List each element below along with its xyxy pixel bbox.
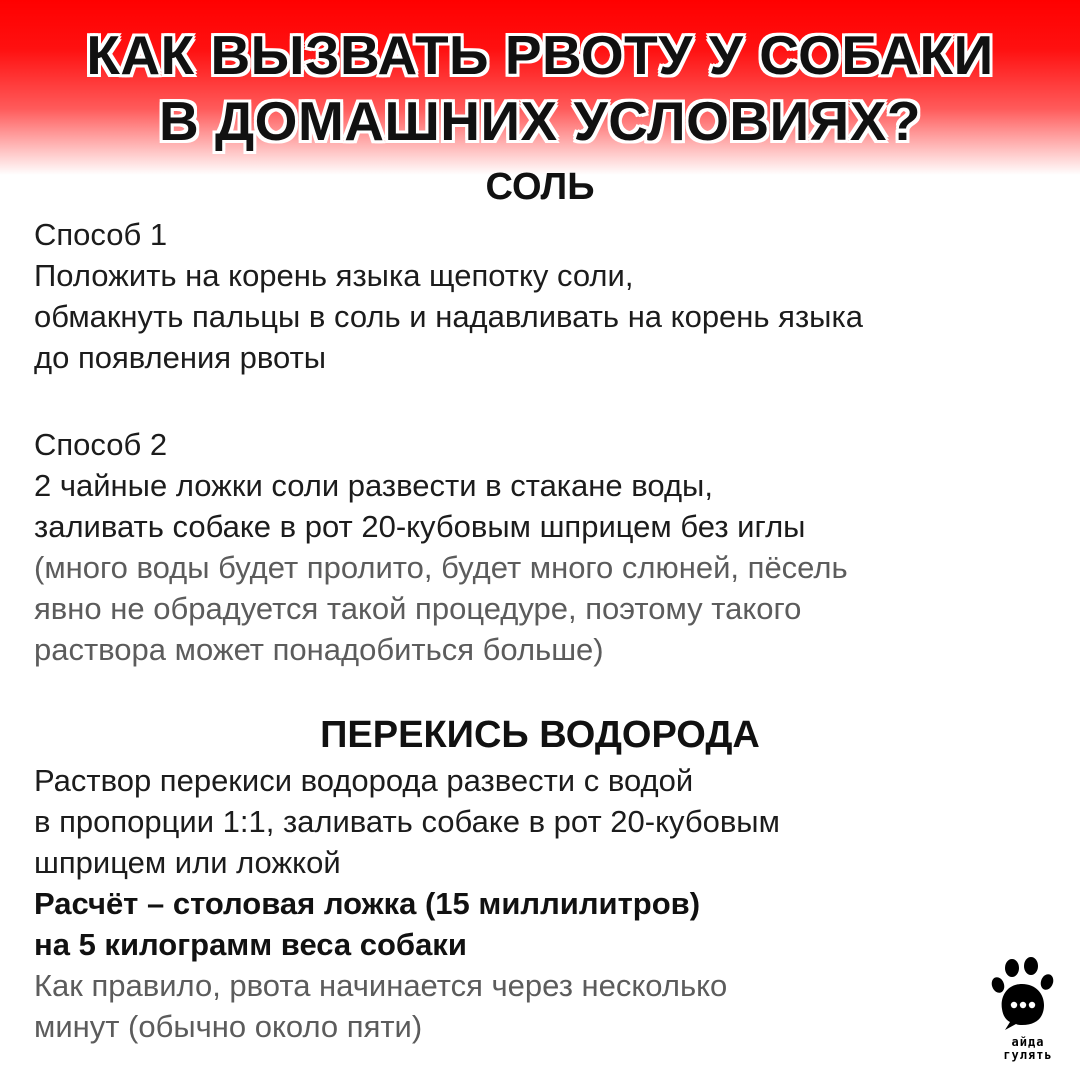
peroxide-line: в пропорции 1:1, заливать собаке в рот 20-кубовым xyxy=(34,804,780,839)
section-title-salt: СОЛЬ xyxy=(485,166,595,208)
method-1-block xyxy=(34,214,1054,378)
logo-text-line1: айда xyxy=(1011,1035,1045,1049)
page-title xyxy=(0,22,1080,154)
title-line-1: КАК ВЫЗВАТЬ РВОТУ У СОБАКИ xyxy=(86,24,994,86)
method-2-line: 2 чайные ложки соли развести в стакане воды, xyxy=(34,468,713,503)
method-2-block xyxy=(34,424,1054,670)
method-1-line: обмакнуть пальцы в соль и надавливать на корень языка xyxy=(34,299,863,334)
method-2-note: (много воды будет пролито, будет много слюней, пёсель xyxy=(34,550,848,585)
method-1-line: до появления рвоты xyxy=(34,340,327,375)
method-2-line: заливать собаке в рот 20-кубовым шприцем без иглы xyxy=(34,509,806,544)
method-2-note: явно не обрадуется такой процедуре, поэтому такого xyxy=(34,591,802,626)
method-1-label: Способ 1 xyxy=(34,217,168,252)
peroxide-line: шприцем или ложкой xyxy=(34,845,341,880)
title-line-2: В ДОМАШНИХ УСЛОВИЯХ? xyxy=(159,90,921,152)
peroxide-line: Раствор перекиси водорода развести с водой xyxy=(34,763,694,798)
peroxide-note: минут (обычно около пяти) xyxy=(34,1009,423,1044)
logo-text-line2: гулять xyxy=(1003,1048,1053,1062)
section-title-peroxide: ПЕРЕКИСЬ ВОДОРОДА xyxy=(320,714,760,756)
paw-icon xyxy=(988,954,1068,1034)
method-2-note: раствора может понадобиться больше) xyxy=(34,632,604,667)
peroxide-dosage: на 5 килограмм веса собаки xyxy=(34,927,467,962)
peroxide-note: Как правило, рвота начинается через несколько xyxy=(34,968,728,1003)
peroxide-block xyxy=(34,760,1054,1047)
method-2-label: Способ 2 xyxy=(34,427,168,462)
brand-logo xyxy=(988,954,1068,1064)
method-1-line: Положить на корень языка щепотку соли, xyxy=(34,258,634,293)
peroxide-dosage: Расчёт – столовая ложка (15 миллилитров) xyxy=(34,886,701,921)
